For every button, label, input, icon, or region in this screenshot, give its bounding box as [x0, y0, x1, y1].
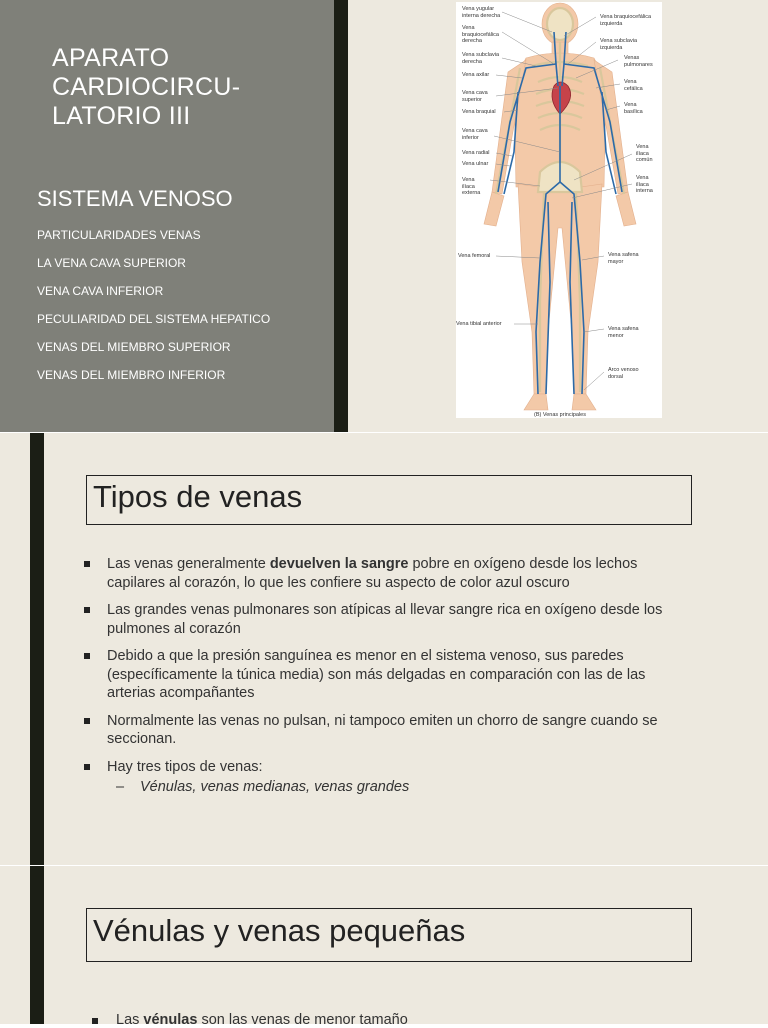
figure-label: Venas pulmonares: [624, 55, 653, 68]
figure-label: Vena basílica: [624, 102, 643, 115]
figure-label: Vena ilíaca interna: [636, 175, 653, 194]
bullet-item: [82, 647, 692, 703]
figure-label: Vena subclavia izquierda: [600, 38, 637, 51]
bullet-text: Las: [116, 1012, 144, 1028]
accent-bar: [30, 433, 44, 865]
bullet-emphasis: vénulas: [143, 1012, 198, 1028]
figure-label: Vena cava inferior: [462, 128, 488, 141]
figure-label: Vena ulnar: [462, 161, 489, 167]
topic-item: PARTICULARIDADES VENAS: [37, 228, 201, 242]
figure-label: Vena tibial anterior: [456, 321, 502, 327]
dash-bullet: –: [116, 779, 125, 795]
figure-label: Vena ilíaca externa: [462, 177, 481, 196]
bullet-emphasis: devuelven la sangre: [269, 556, 409, 572]
figure-label: Vena yugular interna derecha: [462, 6, 501, 19]
bullet-text: Hay tres tipos de venas:: [107, 758, 263, 775]
figure-label: Vena cava superior: [462, 90, 488, 103]
presentation-title: APARATO CARDIOCIRCU- LATORIO III: [52, 44, 241, 130]
slide-title: Tipos de venas: [93, 479, 303, 514]
bullet-item: [82, 712, 692, 749]
figure-label: Vena femoral: [458, 253, 491, 259]
figure-label: Vena subclavia derecha: [462, 52, 499, 65]
bullet-text: son las venas de menor tamaño: [197, 1012, 408, 1028]
square-bullet-icon: [84, 718, 90, 724]
square-bullet-icon: [84, 764, 90, 770]
slide-3: [0, 866, 768, 1028]
topic-item: PECULIARIDAD DEL SISTEMA HEPATICO: [37, 312, 271, 326]
slide-1: [0, 0, 768, 432]
topic-item: LA VENA CAVA SUPERIOR: [37, 256, 186, 270]
figure-label: Vena braquiocefálica derecha: [462, 25, 499, 44]
bullet-list: [82, 555, 692, 795]
figure-label: Vena ilíaca común: [636, 144, 653, 163]
slide-title: Vénulas y venas pequeñas: [93, 913, 466, 948]
figure-label: Vena safena mayor: [608, 252, 639, 265]
figure-label: Vena cefálica: [624, 79, 643, 92]
bullet-text: Las grandes venas pulmonares son atípicas al llevar sangre rica en oxígeno desde los pulmones al corazón: [107, 602, 663, 637]
topic-item: VENAS DEL MIEMBRO SUPERIOR: [37, 340, 231, 354]
figure-label: Arco venoso dorsal: [608, 367, 639, 380]
figure-label: Vena safena menor: [608, 326, 639, 339]
bullet-text: Debido a que la presión sanguínea es menor en el sistema venoso, sus paredes (específicamente la túnica media) son más delgadas en comparación con las de las arterias acompañantes: [107, 648, 646, 701]
topic-item: VENA CAVA INFERIOR: [37, 284, 164, 298]
figure-label: Vena axilar: [462, 72, 490, 78]
topic-item: VENAS DEL MIEMBRO INFERIOR: [37, 368, 226, 382]
slide-title-box: [86, 908, 692, 962]
bullet-item: [82, 555, 692, 592]
square-bullet-icon: [84, 653, 90, 659]
section-subtitle: SISTEMA VENOSO: [37, 186, 233, 211]
accent-bar: [30, 866, 44, 1024]
topic-list: [37, 227, 270, 395]
figure-label: Vena braquial: [462, 109, 496, 115]
bullet-text: pobre en oxígeno desde los lechos capilares al corazón, lo que les confiere su aspecto de color azul oscuro: [107, 556, 638, 591]
slide-title-box: [86, 475, 692, 525]
square-bullet-icon: [92, 1018, 98, 1024]
venous-system-figure: [456, 2, 662, 418]
figure-caption: (B) Venas principales: [534, 412, 586, 418]
sub-bullet-item: [82, 779, 692, 795]
figure-label: Vena radial: [462, 150, 490, 156]
bullet-text: Normalmente las venas no pulsan, ni tampoco emiten un chorro de sangre cuando se seccionan.: [107, 712, 658, 747]
square-bullet-icon: [84, 607, 90, 613]
figure-label: Vena braquiocefálica izquierda: [600, 14, 652, 27]
bullet-item: [82, 758, 692, 777]
bullet-item: [90, 1012, 408, 1028]
square-bullet-icon: [84, 561, 90, 567]
accent-bar: [334, 0, 348, 432]
slide-2: [0, 433, 768, 865]
bullet-item: [82, 601, 692, 638]
bullet-text: Las venas generalmente: [107, 556, 270, 572]
sub-bullet-text: Vénulas, venas medianas, venas grandes: [140, 779, 410, 795]
